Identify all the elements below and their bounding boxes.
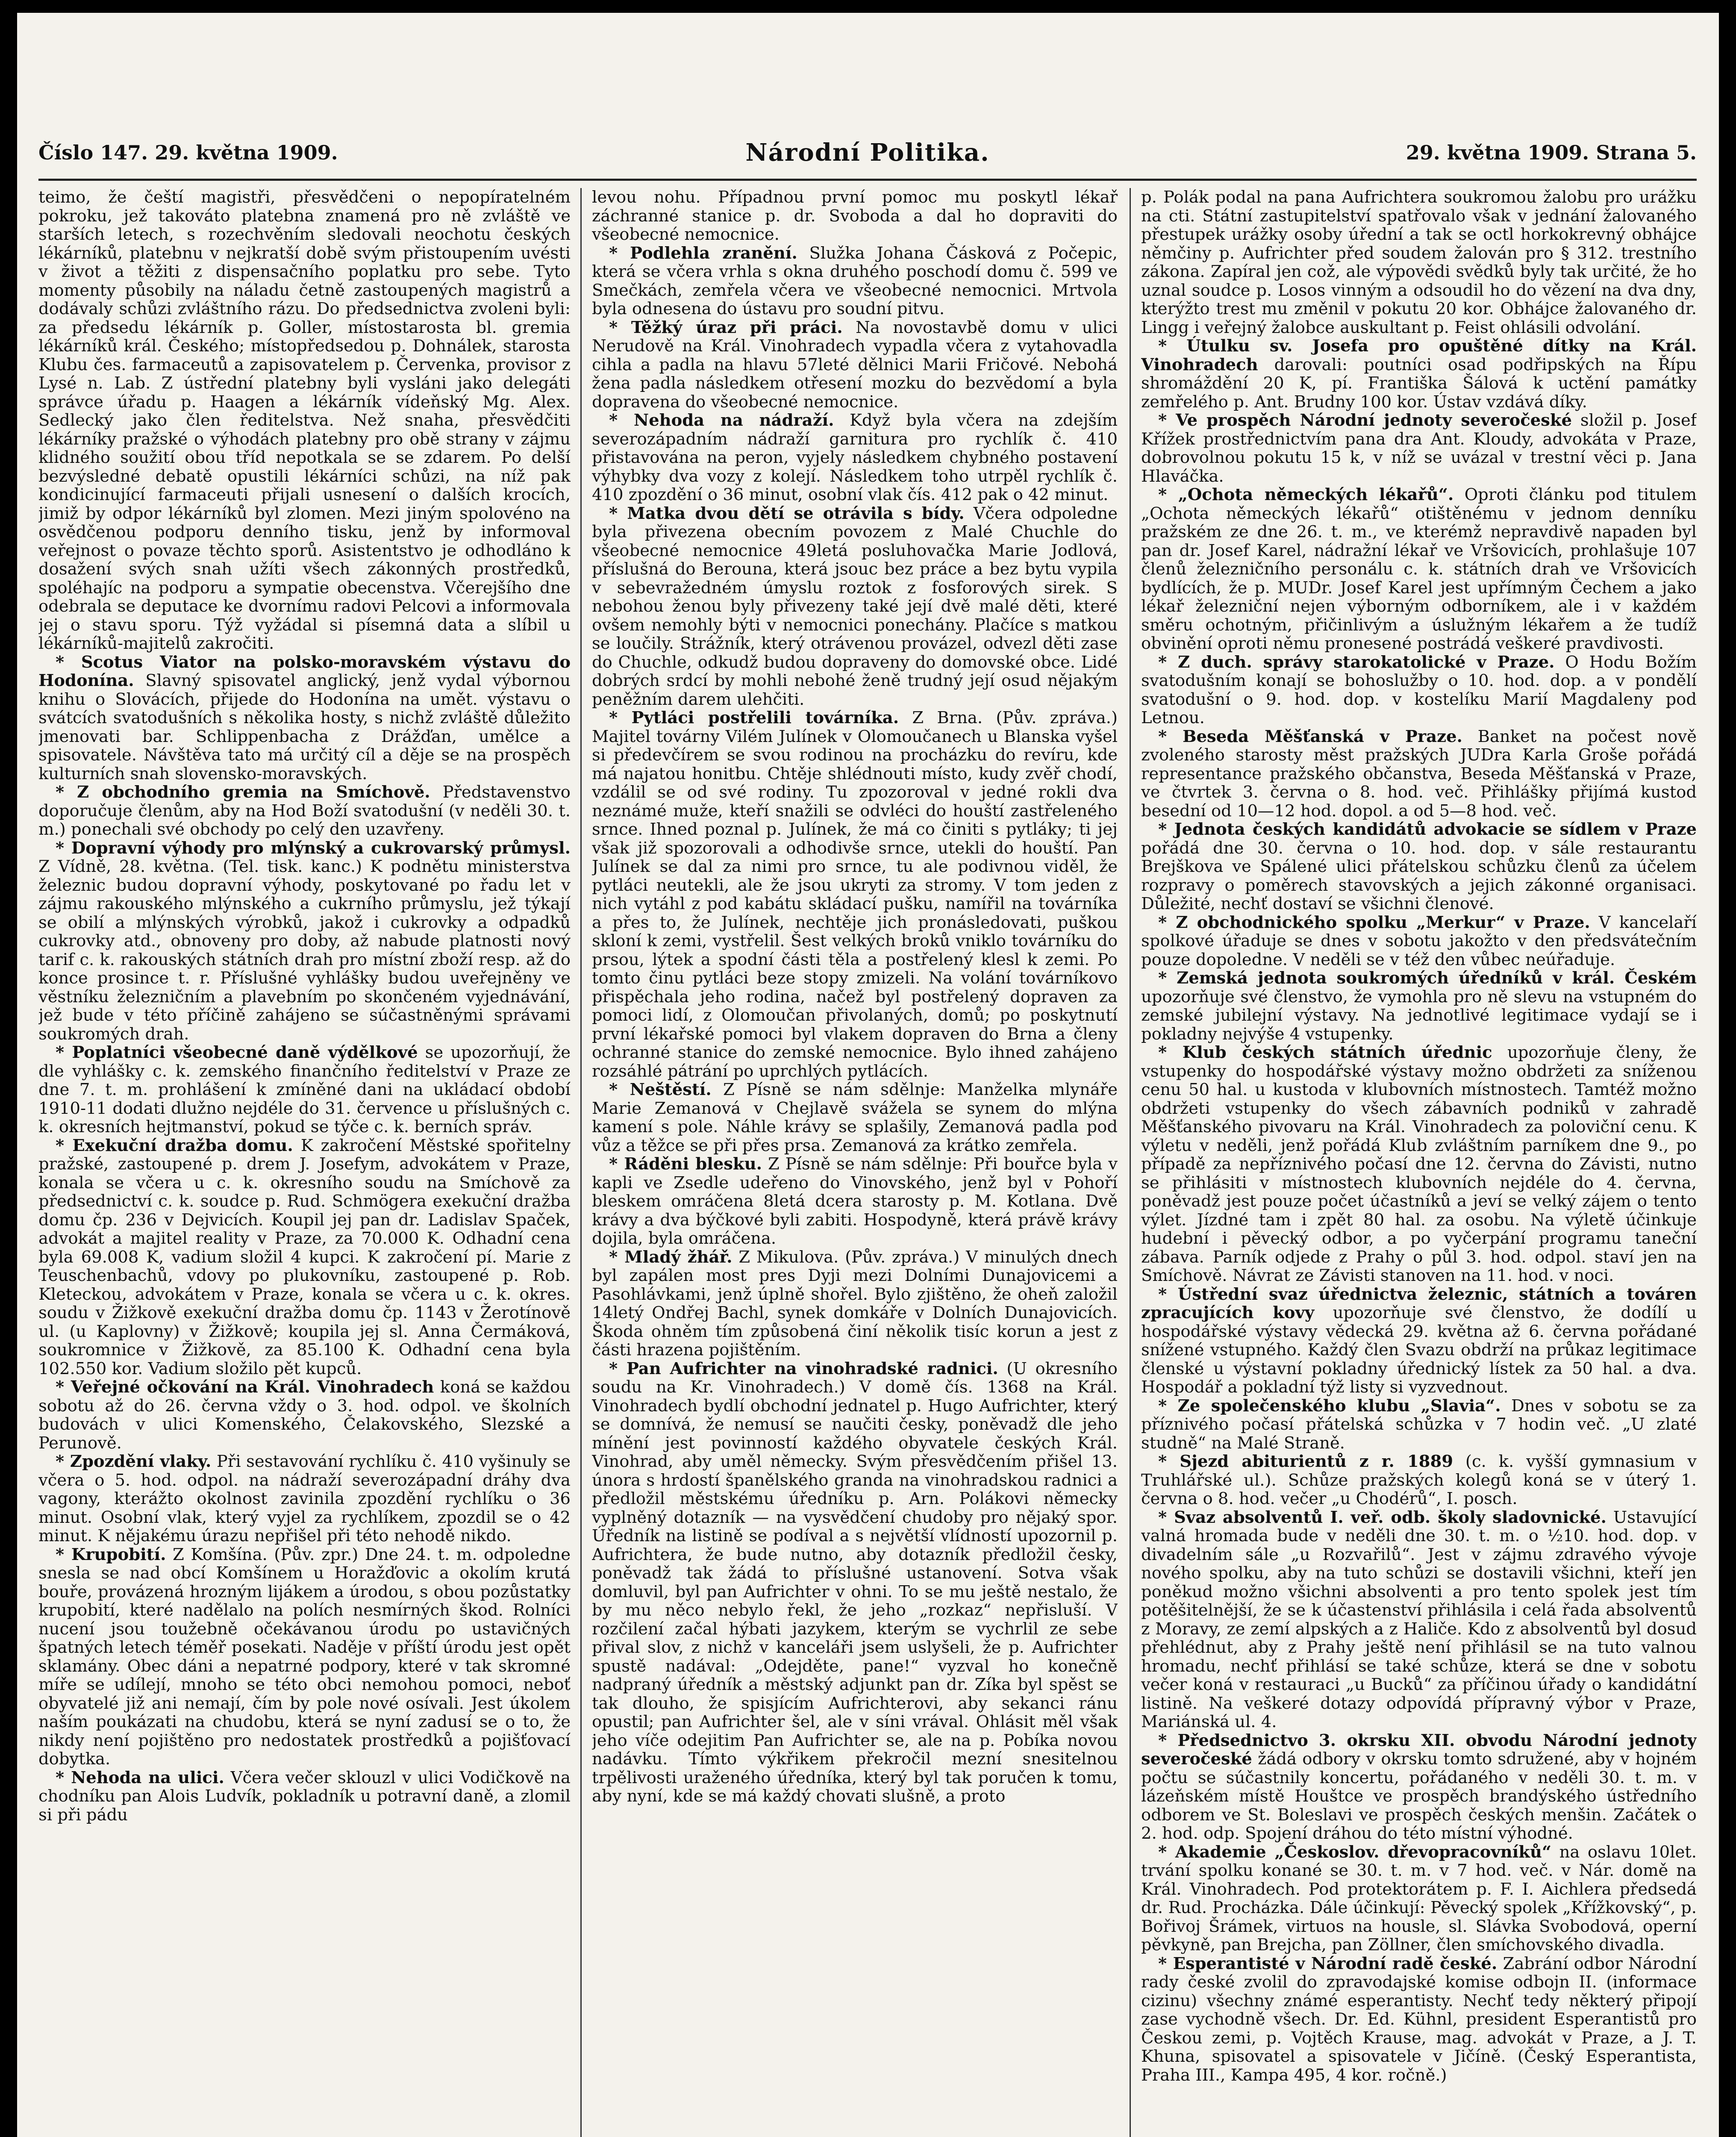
article-paragraph <box>592 1080 1118 1155</box>
article-paragraph <box>1141 727 1697 821</box>
article-heading: * Veřejné očkování na Král. Vinohradech <box>56 1378 434 1397</box>
article-paragraph <box>592 188 1118 244</box>
article-body: Z Písně se nám sdělnje: Při bouřce byla v kapli ve Zsedle udeřeno do Vinovského, jenž byl v Pohoří bleskem omráčena 8letá dcera starosty p. M. Kotlana. Dvě krávy a dva býčkové byli zabiti. Hospodyně, která právě krávy dojila, byla omráčena. <box>592 1154 1118 1248</box>
article-heading: * Sjezd abiturientů z r. 1889 <box>1158 1452 1454 1471</box>
article-body: levou nohu. Případnou první pomoc mu poskytl lékař záchranné stanice p. dr. Svoboda a dal ho dopraviti do všeobecné nemocnice. <box>592 188 1118 244</box>
article-paragraph <box>592 411 1118 504</box>
article-heading: * Z obchodního gremia na Smíchově. <box>56 783 430 802</box>
article-paragraph <box>1141 188 1697 337</box>
article-heading: * Předsednictvo 3. okrsku XII. obvodu Národní jednoty severočeské <box>1141 1731 1697 1769</box>
article-body: upozorňuje své členstvo, že vymohla pro ně slevu na vstupném do zemské jubilejní výstavy. Na jednotlivé legitimace vydají se i pokladny nejvýše 4 vstupenky. <box>1141 987 1697 1044</box>
article-heading: * Krupobití. <box>56 1545 166 1564</box>
article-body: koná se každou sobotu až do 26. června vždy o 3. hod. odpol. ve školních budovách v ulici Komenského, Čelakovského, Slezské a Perunově. <box>38 1378 571 1453</box>
article-body: p. Polák podal na pana Aufrichtera soukromou žalobu pro urážku na cti. Státní zastupitelství spatřovalo však v jednání žalovaného přestupek urážky osoby úřední a tak se octl horkokrevný obhájce němčiny p. Aufrichter před soudem žalován pro § 312. trestního zákona. Zapíral jen což, ale výpovědi svědků byly tak určité, že ho uznal soudce p. Losos vinným a odsoudil ho do vězení na dva dny, kterýžto trest mu změnil v pokutu 20 kor. Obhájce žalovaného dr. Lingg i veřejný žalobce auskultant p. Feist ohlásili odvolání. <box>1141 188 1697 337</box>
article-heading: * Jednota českých kandidátů advokacie se sídlem v Praze <box>1158 820 1697 839</box>
article-paragraph <box>1141 1043 1697 1285</box>
article-body: upozorňuje své členstvo, že dodílí u hospodářské výstavy vědecká 29. května až 6. června pořádané snížené vstupného. Každý člen Svazu obdrží na průkaz legitimace členské u výstavní pokladny úřednický lístek za 50 hal. a dva. Hospodář a pokladní týž listy si vyzvednout. <box>1141 1303 1697 1397</box>
article-paragraph <box>38 653 571 783</box>
article-heading: * Zemská jednota soukromých úředníků v král. Českém <box>1158 968 1697 988</box>
article-heading: * Mladý žhář. <box>609 1247 733 1267</box>
article-heading: * Nehoda na ulici. <box>56 1768 224 1787</box>
article-body: Služka Johana Čásková z Počepic, která se včera vrhla s okna druhého poschodí domu č. 599 ve Smečkách, zemřela včera ve všeobecné nemocnici. Mrtvola byla odnesena do ústavu pro soudní pitvu. <box>592 243 1118 318</box>
article-body: V kancelaří spolkové úřaduje se dnes v sobotu jakožto v den předsvátečním pouze dopoledne. V neděli se v též den vůbec neúřaduje. <box>1141 912 1697 969</box>
article-heading: * „Ochota německých lékařů“. <box>1158 485 1454 504</box>
article-paragraph <box>38 783 571 839</box>
article-paragraph <box>592 504 1118 709</box>
article-body: Včera večer sklouzl v ulici Vodičkově na chodníku pan Alois Ludvík, pokladník u potravní daně, a zlomil si při pádu <box>38 1768 571 1825</box>
article-body: Z Písně se nám sdělnje: Manželka mlynáře Marie Zemanová v Chejlavě svážela se synem do mlýna kamení s pole. Náhle krávy se splašily, Zemanová padla pod vůz a těžce se při přes prsa. Zemanová za krátko zemřela. <box>592 1080 1118 1155</box>
article-paragraph <box>1141 411 1697 486</box>
article-body: upozorňuje členy, že vstupenky do hospodářské výstavy možno obdržeti za sníženou cenu 50 hal. u kustoda v klubovních místnostech. Tamtéž možno obdržeti vstupenky do všech zábavních podniků v zahradě Měšťanského pivovaru na Král. Vinohradech za poloviční cenu. K výletu v neděli, jenž pořádá Klub zvláštním parníkem dne 9., po případě za nepříznivého počasí dne 12. června do Závisti, nutno se přihlásiti v místnostech klubovních nejdéle do 4. června, poněvadž jest pouze počet účastníků a jeví se velký zájem o tento výlet. Jízdné tam i zpět 80 hal. za osobu. Na výletě účinkuje hudební i pěvecký odbor, a po vyčerpání programu taneční zábava. Parník odjede z Prahy o půl 3. hod. odpol. staví jen na Smíchově. Návrat ze Závisti stanoven na 11. hod. v noci. <box>1141 1043 1697 1285</box>
article-body: pořádá dne 30. června o 10. hod. dop. v sále restaurantu Brejškova ve Spálené ulici přátelskou schůzku členů za účelem rozpravy o poměrech stavovských a jejich zákonné organisaci. Důležité, nechť dostaví se všichni členové. <box>1141 838 1697 913</box>
article-paragraph <box>1141 337 1697 411</box>
article-heading: * Ráděni blesku. <box>609 1154 762 1174</box>
issue-date-page-right: 29. května 1909. Strana 5. <box>1406 141 1697 164</box>
article-paragraph <box>592 1248 1118 1360</box>
article-body: Slavný spisovatel anglický, jenž vydal výbornou knihu o Slovácích, přijede do Hodonína na umět. výstavu o svátcích svatodušních s několika hosty, s nichž zvláště důležito jmenovati bar. Schlippenbacha z Drážďan, umělce a spisovatele. Návštěva tato má určitý cíl a děje se na prospěch kulturních snah slovensko-moravských. <box>38 671 571 783</box>
article-body: Když byla včera na zdejším severozápadním nádraží garnitura pro rychlík č. 410 přistavována na peron, vyjely následkem chybného postavení výhybky dva vozy z kolejí. Následkem toho utrpěl rychlík č. 410 zpozdění o 36 minut, osobní vlak čís. 412 pak o 42 minut. <box>592 411 1118 504</box>
article-heading: * Ve prospěch Národní jednoty severočeské <box>1158 411 1572 430</box>
header-rule <box>38 179 1697 181</box>
article-paragraph <box>1141 486 1697 653</box>
article-paragraph <box>1141 820 1697 913</box>
article-body: Z Brna. (Pův. zpráva.) Majitel továrny Vilém Julínek v Olomoučanech u Blanska vyšel si předevčírem se svou rodinou na procházku do revíru, kde má najatou honitbu. Chtěje shlédnouti místo, kudy zvěř chodí, vzdálil se od své rodiny. Tu zpozoroval v jedné rokli dva neznámé muže, kteří snažili se odvléci do houští zastřeleného srnce. Ihned poznal p. Julínek, že má co činiti s pytláky; ti jej však již spozorovali a odhodivše srnce, utekli do houští. Pan Julínek se dal za nimi pro srnce, tu ale podivnou viděl, že pytláci neutekli, ale že jsou ukryti za stromy. V tom jeden z nich vytáhl z pod kabátu skládací pušku, namířil na továrníka a přes to, že Julínek, nechtěje jich pronásledovati, puškou skloní k zemi, vystřelil. Šest velkých broků vniklo továrníku do prsou, lýtek a spodní části těla a postřelený klesl k zemi. Po tomto činu pytláci beze stopy zmizeli. Na volání továrníkovo přispěchala jeho rodina, načež byl postřelený dopraven za pomoci lidí, z Olomoučan přivolaných, domů; po poskytnutí první lékařské pomoci byl vlakem dopraven do Brna a členy ochranné stanice do zemské nemocnice. Bylo ihned zahájeno rozsáhlé pátrání po uprchlých pytlácích. <box>592 708 1118 1081</box>
article-body: složil p. Josef Křížek prostřednictvím pana dra Ant. Kloudy, advokáta v Praze, dobrovolnou pokutu 15 k, v níž se uvázal v trestní věci p. Jana Hlaváčka. <box>1141 411 1697 486</box>
article-heading: * Pan Aufrichter na vinohradské radnici. <box>609 1359 998 1378</box>
article-body: se upozorňují, že dle vyhlášky c. k. zemského finančního ředitelství v Praze ze dne 7. t. m. prohlášení k zmíněné dani na ukládací období 1910-11 dodati dlužno nejdéle do 31. července u příslušných c. k. okresních hejtmanství, pokud se týče c. k. berních správ. <box>38 1043 571 1136</box>
article-heading: * Útulku sv. Josefa pro opuštěné dítky na Král. Vinohradech <box>1141 336 1697 374</box>
article-body: Banket na počest nově zvoleného starosty měst pražských JUDra Karla Groše pořádá representance pražského občanstva, Beseda Měšťanská v Praze, ve čtvrtek 3. června o 8. hod. več. Přihlášky přijímá kustod besední od 10—12 hod. dopol. a od 5—8 hod. več. <box>1141 727 1697 821</box>
article-paragraph <box>592 318 1118 412</box>
article-body: Zabrání odbor Národní rady české zvolil do zpravodajské komise odbojn II. (informace cizinu) všechny známé esperantisty. Nechť tedy některý připojí zase vychodně všech. Dr. Ed. Kühnl, president Esperantistů pro Českou zemi, p. Vojtěch Krause, mag. advokát v Praze, a J. T. Khuna, spisovatel a spisovatele v Jičíně. (Český Esperantista, Praha III., Kampa 495, 4 kor. ročně.) <box>1141 1954 1697 2085</box>
article-body: Oproti článku pod titulem „Ochota německých lékařů“ otištěnému v jednom denníku pražském ze dne 26. t. m., ve kterémž nepravdivě napaden byl pan dr. Josef Karel, nádražní lékař ve Vršovicích, prohlašuje 107 členů železničního personálu c. k. státních drah ve Vršovicích bydlících, že p. MUDr. Josef Karel jest upřímným Čechem a jako lékař železniční nejen výborným odborníkem, ale i v každém směru ochotným, přičinlivým a úslužným lékařem a že tudíž obvinění oproti němu pronesené postrádá veškeré pravdivosti. <box>1141 485 1697 653</box>
article-body: Z Vídně, 28. května. (Tel. tisk. kanc.) K podnětu ministerstva železnic budou dopravní výhody, poskytované po řadu let v zájmu rakouského mlýnského a cukrního průmyslu, jež týkají se obilí a mlýnských výrobků, jakož i cukrovky a odpadků cukrovky atd., obnoveny pro doby, až nabude platnosti nový tarif c. k. rakouských státních drah pro místní zboží resp. až do konce prosince t. r. Příslušné vyhlášky budou uveřejněny ve věstníku železničním a plavebním po skončeném vyjednávání, jež bude v této příčině zahájeno se súčastněnými správami soukromých drah. <box>38 857 571 1044</box>
article-paragraph <box>592 709 1118 1080</box>
article-heading: * Klub českých státních úřednic <box>1158 1043 1492 1062</box>
article-heading: * Nehoda na nádraží. <box>609 411 834 430</box>
article-body: K zakročení Městské spořitelny pražské, zastoupené p. drem J. Josefym, advokátem v Praze, konala se včera u c. k. okresního soudu na Smíchově za předsednictví c. k. soudce p. Rud. Schmögera exekuční dražba domu čp. 236 v Dejvicích. Koupil jej pan dr. Ladislav Spaček, advokát a majitel reality v Praze, za 70.000 K. Odhadní cena byla 69.008 K, vadium složil 4 kupci. K zakročení pí. Marie z Teuschenbachů, vdovy po plukovníku, zastoupené p. Rob. Kleteckou, advokátem v Praze, konala se včera u c. k. okres. soudu v Žižkově exekuční dražba domu čp. 1143 v Žerotínově ul. (u Kaplovny) v Žižkově; koupila jej sl. Anna Čermáková, soukromnice v Žižkově, za 85.100 K. Odhadní cena byla 102.550 kor. Vadium složilo pět kupců. <box>38 1136 571 1378</box>
article-paragraph <box>38 1043 571 1136</box>
article-heading: * Scotus Viator na polsko-moravském výstavu do Hodonína. <box>38 652 571 690</box>
article-body: darovali: poutníci osad podřipských na Řípu shromáždění 20 K, pí. Františka Šálová k uctění památky zemřelého p. Ant. Brudny 100 kor. Ústav vzdává díky. <box>1141 355 1697 412</box>
article-body: Ustavující valná hromada bude v neděli dne 30. t. m. o ½10. hod. dop. v divadelním sále „u Rozvařilů“. Jest v zájmu zdravého vývoje nového spolku, aby na tuto schůzi se dostavili všichni, kteří jen poněkud možno všichni absolventi a pro tento spolek jest tím potěšitelnější, že se k účastenství přihlásila i celá řada absolventů z Moravy, ze zemí alpských a z Haliče. Kdo z absolventů byl dosud přehlédnut, aby z Prahy ještě není přihlásil se na tuto valnou hromadu, nechť přihlásí se také schůze, která se dne v sobotu večer koná v restauraci „u Bucků“ za příčinou úřady o kandidátní listině. Na veškeré dotazy odpovídá přípravný výbor v Praze, Mariánská ul. 4. <box>1141 1507 1697 1731</box>
article-heading: * Z obchodnického spolku „Merkur“ v Praze. <box>1158 912 1590 932</box>
column-2 <box>592 188 1118 2137</box>
article-heading: * Zpozdění vlaky. <box>56 1452 212 1471</box>
article-body: Z Mikulova. (Pův. zpráva.) V minulých dnech byl zapálen most pres Dyji mezi Dolními Dunajovicemi a Pasohlávkami, jenž úplně shořel. Bylo zjištěno, že oheň založil 14letý Ondřej Bachl, synek domkáře v Dolních Dunajovicích. Škoda ohněm tím způsobená činí několik tisíc korun a jest z části hrazena pojištěním. <box>592 1247 1118 1360</box>
article-paragraph <box>38 1452 571 1545</box>
page-header <box>38 138 1697 184</box>
article-body: žádá odbory v okrsku tomto sdružené, aby v hojném počtu se súčastnily koncertu, pořádaného v neděli 30. t. m. v lázeňském místě Houštce ve prospěch brandýského ústředního odborem ve St. Boleslavi ve prospěch českých menšin. Začátek o 2. hod. odp. Spojení dráhou do této místní výhodné. <box>1141 1749 1697 1843</box>
article-heading: * Ze společenského klubu „Slavia“. <box>1158 1396 1501 1416</box>
article-heading: * Esperantisté v Národní radě české. <box>1158 1954 1498 1973</box>
article-paragraph <box>592 1360 1118 1806</box>
article-paragraph <box>1141 1397 1697 1453</box>
article-heading: * Neštěstí. <box>609 1080 712 1099</box>
article-paragraph <box>1141 969 1697 1043</box>
article-paragraph <box>38 1378 571 1452</box>
article-heading: * Těžký úraz při práci. <box>609 318 843 337</box>
article-body: Na novostavbě domu v ulici Nerudově na Král. Vinohradech vypadla včera z vytahovadla cihla a padla na hlavu 57leté dělnici Marii Fričové. Nebohá žena padla následkem otřesení mozku do bezvědomí a byla dopravena do všeobecné nemocnice. <box>592 318 1118 412</box>
article-heading: * Beseda Měšťanská v Praze. <box>1158 727 1462 746</box>
article-body: Z Komšína. (Pův. zpr.) Dne 24. t. m. odpoledne snesla se nad obcí Komšínem u Horažďovic a okolím krutá bouře, provázená hrozným lijákem a úrodou, s obou pozůstatky krupobití, které nadělalo na polích nesmírných škod. Rolníci nucení jsou toužebně očekávanou úrodu po ustavičných špatných letech téměř posekati. Naděje v příští úrodu jest opět sklamány. Obec dáni a nepatrné podpory, které v tak skromné míře se udílejí, mnoho se této obci nemohou pomoci, neboť obyvatelé již ani nemají, čím by pole nové osívali. Jest úkolem naším poukázati na chudobu, která se nyní zadusí se o to, že nikdy není pojištěno pro nedostatek prostředků a pojišťovací dobytka. <box>38 1545 571 1769</box>
article-body: Představenstvo doporučuje členům, aby na Hod Boží svatodušní (v neděli 30. t. m.) ponechali své obchody po celý den uzavřeny. <box>38 783 571 839</box>
article-heading: * Pytláci postřelili továrníka. <box>609 708 899 727</box>
article-heading: * Podlehla zranění. <box>609 243 797 263</box>
article-body: Při sestavování rychlíku č. 410 vyšinuly se včera o 5. hod. odpol. na nádraží severozápadní dráhy dva vagony, kterážto okolnost zavinila zpozdění rychlíku o 36 minut. Osobní vlak, který vyjel za rychlíkem, zpozdil se o 42 minut. K nějakému úrazu nepřišel při této nehodě nikdo. <box>38 1452 571 1545</box>
article-body: teimo, že čeští magistři, přesvědčeni o nepopíratelném pokroku, jež takováto platebna znamená pro ně zvláště ve starších letech, s rozechvěním sledovali neochotu českých lékárníků, platebnu v nejkratší době svým přistoupením uvésti v život a těžiti z dispensačního poplatku pro sebe. Tyto momenty působily na náladu četně zastoupených magistrů a dodávaly schůzi zvláštního rázu. Do předsednictva zvoleni byli: za předsedu lékárník p. Goller, místostarosta bl. gremia lékárníků král. Českého; místopředsedou p. Dohnálek, starosta Klubu čes. farmaceutů a zapisovatelem p. Červenka, provisor z Lysé n. Lab. Z ústřední platebny byli vysláni jako delegáti správce úřadu p. Haagen a lékárník vídeňský Mg. Alex. Sedlecký jako člen ředitelstva. Než snaha, přesvědčiti lékárníky pražské o výhodách platebny pro obě strany v zájmu klidného soužití obou tříd nepotkala se se zdarem. Po delší bezvýsledné debatě opustili lékárníci schůzi, na níž pak kondicinující farmaceuti přijali usnesení o dalších krocích, jimiž by odpor lékárníků byl zlomen. Mezi jiným spolovéno na osvědčenou podporu denního tisku, jenž by informoval veřejnost o povaze těchto sporů. Asistentstvo je odhodláno k dosažení svých snah užíti všech zákonných prostředků, spoléhajíc na podporu a sympatie obecenstva. Včerejšího dne odebrala se deputace ke dvornímu radovi Pelcovi a informovala jej o stavu sporu. Týž vyžádal si písemná data a slíbil u lékárníků-majitelů zakročiti. <box>38 188 571 653</box>
article-paragraph <box>38 839 571 1044</box>
article-paragraph <box>1141 653 1697 727</box>
article-paragraph <box>38 1769 571 1825</box>
article-heading: * Z duch. správy starokatolické v Praze. <box>1158 652 1555 672</box>
article-paragraph <box>38 1545 571 1769</box>
article-heading: * Dopravní výhody pro mlýnský a cukrovarský průmysl. <box>56 838 571 858</box>
masthead-title: Národní Politika. <box>745 138 990 167</box>
article-body: Dnes v sobotu se za příznivého počasí přátelská schůzka v 7 hodin več. „U zlaté studně“ na Malé Straně. <box>1141 1396 1697 1453</box>
article-heading: * Ústřední svaz úřednictva železnic, státních a továren zpracujících kovy <box>1141 1284 1697 1322</box>
article-paragraph <box>1141 1843 1697 1955</box>
article-paragraph <box>592 244 1118 318</box>
column-divider <box>580 188 582 2137</box>
column-divider <box>1130 188 1131 2137</box>
article-heading: * Poplatníci všeobecné daně výdělkové <box>56 1043 418 1062</box>
article-heading: * Exekuční dražba domu. <box>56 1136 293 1155</box>
article-heading: * Akademie „Českoslov. dřevopracovníků“ <box>1158 1842 1552 1862</box>
column-3 <box>1141 188 1697 2137</box>
article-paragraph <box>38 188 571 653</box>
article-heading: * Matka dvou dětí se otrávila s bídy. <box>609 503 965 523</box>
column-1 <box>38 188 571 2137</box>
article-paragraph <box>1141 913 1697 969</box>
article-paragraph <box>1141 1508 1697 1731</box>
article-body: O Hodu Božím svatodušním konají se bohoslužby o 10. hod. dop. a v pondělí svatodušní o 9. hod. dop. v kostelíku Marií Magdaleny pod Letnou. <box>1141 652 1697 727</box>
article-paragraph <box>592 1155 1118 1248</box>
article-body: Včera odpoledne byla přivezena obecním povozem z Malé Chuchle do všeobecné nemocnice 49letá posluhovačka Marie Jodlová, příslušná do Berouna, která jsouc bez práce a bez bytu vypila v sebevražedném úmyslu roztok z fosforových sirek. S nebohou ženou byly přivezeny také její dvě malé děti, které ovšem nemohly býti v nemocnici ponechány. Plačíce s matkou se loučily. Strážník, který otrávenou provázel, odvezl děti zase do Chuchle, odkudž budou dopraveny do domovské obce. Lidé dobrých srdcí by mohli nebohé ženě trudný její osud nějakým peněžním darem ulehčiti. <box>592 503 1118 709</box>
article-paragraph <box>38 1136 571 1378</box>
article-paragraph <box>1141 1452 1697 1508</box>
article-body: na oslavu 10let. trvání spolku konané se 30. t. m. v 7 hod. več. v Nár. domě na Král. Vinohradech. Pod protektorátem p. F. I. Aichlera předsedá dr. Rud. Procházka. Dále účinkují: Pěvecký spolek „Křížkovský“, p. Bořivoj Šrámek, virtuos na housle, sl. Slávka Svobodová, operní pěvkyně, pan Brejcha, pan Zöllner, člen smíchovského divadla. <box>1141 1842 1697 1955</box>
article-paragraph <box>1141 1955 1697 2085</box>
article-heading: * Svaz absolventů I. veř. odb. školy sladovnické. <box>1158 1507 1607 1527</box>
article-body: (U okresního soudu na Kr. Vinohradech.) V domě čís. 1368 na Král. Vinohradech bydlí obchodní jednatel p. Hugo Aufrichter, který se domnívá, že nemusí se naučiti česky, poněvadž dle jeho mínění jest povinností každého obyvatele českých Král. Vinohrad, aby uměl německy. Svým přesvědčením přišel 13. února s hrdostí španělského granda na vinohradskou radnici a předložil městskému úředníku p. Arn. Polákovi německy vyplněný dotazník — na vysvědčení chudoby pro nějaký spor. Úředník na listině se podíval a s největší vlídností upozornil p. Aufrichtera, že bude nutno, aby dotazník předložil česky, poněvadž tak žádá to příslušné ustanovení. Sotva však domluvil, byl pan Aufrichter v ohni. To se mu ještě nestalo, že by mu něco nebylo řekl, že jeho „rozkaz“ nepřisluší. V rozčilení začal hýbati jazykem, kterým se vychrlil ze sebe přival slov, z nichž v kanceláři jsem uslyšeli, že p. Aufrichter spustě nadával: „Odejděte, pane!“ vyzval ho konečně nadpraný úředník a městský adjunkt pan dr. Zíka byl spěst se tak dlouho, že spisjícím Aufrichterovi, aby sekanci ránu opustil; pan Aufrichter šel, ale v síni vrával. Ohlásit měl však jeho víče odejitim Pan Aufrichter se, ale na p. Pobíka novou nadávku. Tímto výkřikem překročil mezní snesitelnou trpělivosti uraženého úředníka, který byl tak poručen k tomu, aby nyní, kde se má každý chovati slušně, a proto <box>592 1359 1118 1806</box>
article-paragraph <box>1141 1285 1697 1397</box>
article-body: (c. k. vyšší gymnasium v Truhlářské ul.). Schůze pražských kolegů koná se v úterý 1. června o 8. hod. večer „u Chodérů“, I. posch. <box>1141 1452 1697 1508</box>
article-paragraph <box>1141 1731 1697 1843</box>
issue-date-left: Číslo 147. 29. května 1909. <box>38 141 338 164</box>
